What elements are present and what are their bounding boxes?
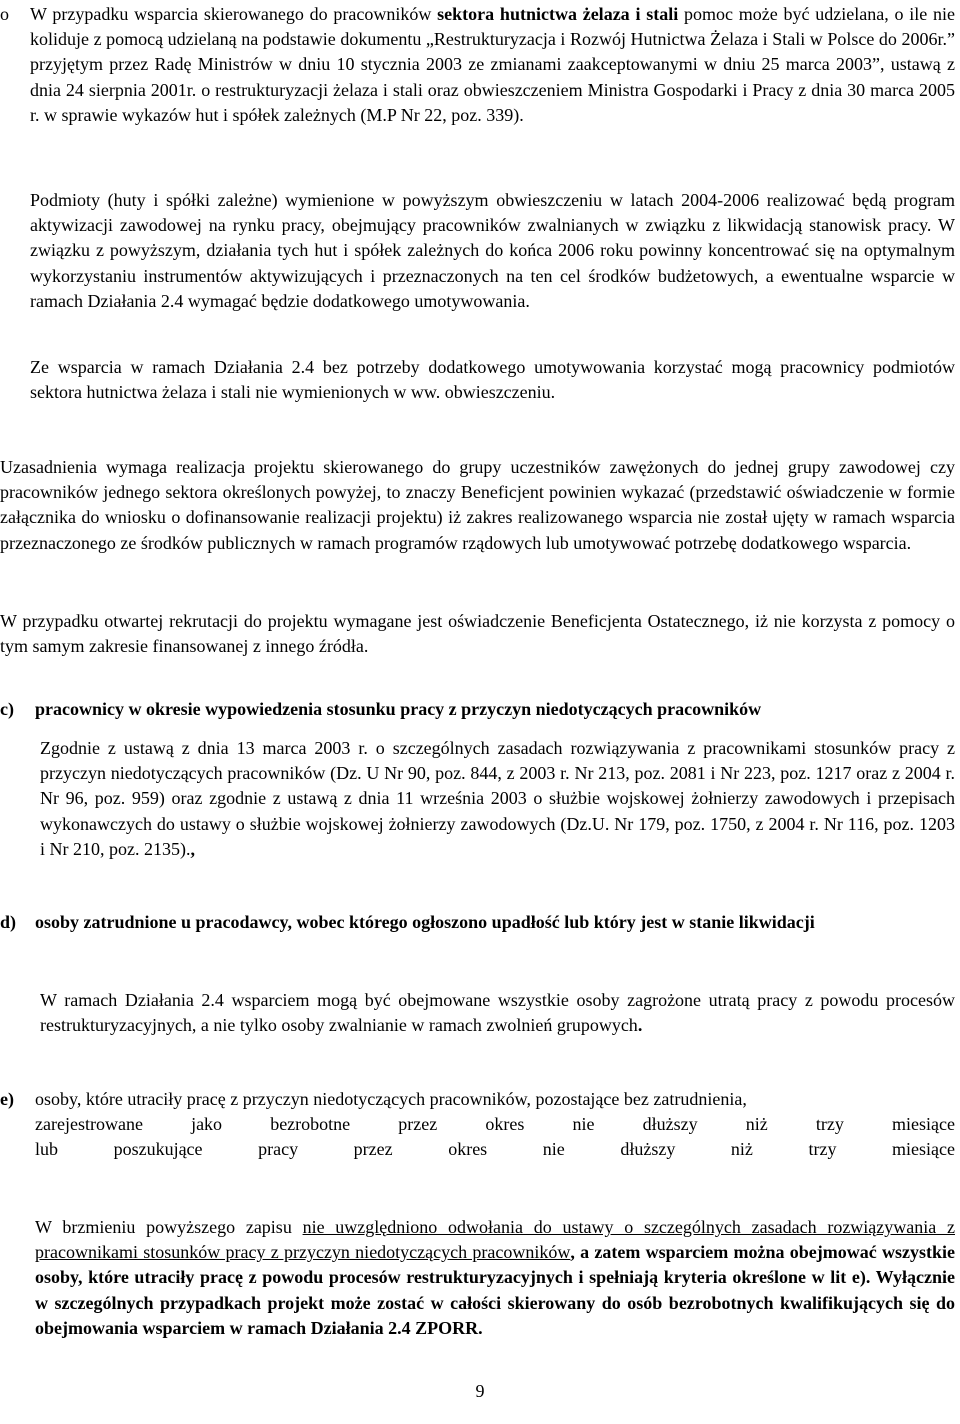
intro-paragraph-2: Podmioty (huty i spółki zależne) wymienione w powyższym obwieszczeniu w latach 2004-2006 realizować będą program aktywizacji zawodowej na rynku pracy, obejmujący pracowników zwalnianych w związku z likwidacją stanowisk pracy. W związku z powyższym, działania tych hut i spółek zależnych do końca 2006 roku powinny koncentrować się na optymalnym wykorzystaniu instrumentów aktywizujących i przeznaczonych na ten cel środków budżetowych, a ewentualne wsparcie w ramach Działania 2.4 wymagać będzie dodatkowego umotywowania. [30,190,955,311]
page-number: 9 [475,1381,485,1401]
justification-paragraph: Uzasadnienia wymaga realizacja projektu skierowanego do grupy uczestników zawężonych do jednej grupy zawodowej czy pracowników jednego sektora określonych powyżej, to znaczy Beneficjent powinien wykazać (przedstawić oświadczenie w formie załącznika do wniosku o dofinansowanie realizacji projektu) iż zakres realizowanego wsparcia nie został ujęty w ramach wsparcia przeznaczonego ze środków publicznych w ramach programów rządowych lub umotywować potrzebę dodatkowego wsparcia. [0,457,955,553]
intro-paragraph-3: Ze wsparcia w ramach Działania 2.4 bez potrzeby dodatkowego umotywowania korzystać mogą pracownicy podmiotów sektora hutnictwa żelaza i stali nie wymienionych w ww. obwieszczeniu. [30,357,955,403]
note-text-a: W brzmieniu powyższego zapisu [35,1217,303,1237]
note-paragraph [35,1215,955,1341]
intro-text-bold: sektora hutnictwa żelaza i stali [437,4,679,24]
item-c-body-tail: , [190,838,195,859]
justification-paragraph-2: W przypadku otwartej rekrutacji do projektu wymagane jest oświadczenie Beneficjenta Ostatecznego, iż nie korzysta z pomocy o tym samym zakresie finansowanej z innego źródła. [0,611,955,657]
note-text-bold: , a zatem wsparciem można obejmować wszystkie osoby, które utraciły pracę z powodu procesów restrukturyzacyjnych i spełniają kryteria określone w lit e). Wyłącznie w szczególnych przypadkach projekt może zostać w całości skierowany do osób bezrobotnych kwalifikujących się do obejmowania wsparciem w ramach Działania 2.4 ZPORR. [35,1242,955,1338]
item-c-heading: pracownicy w okresie wypowiedzenia stosunku pracy z przyczyn niedotyczących pracowników [35,699,762,719]
item-d-body-text: W ramach Działania 2.4 wsparciem mogą być obejmowane wszystkie osoby zagrożone utratą pracy z powodu procesów restrukturyzacyjnych, a nie tylko osoby zwalnianie w ramach zwolnień grupowych [40,990,955,1036]
item-d-body [40,988,955,1038]
item-d-heading: osoby zatrudnione u pracodawcy, wobec którego ogłoszono upadłość lub który jest w stanie likwidacji [35,912,815,932]
intro-paragraph-1 [30,2,955,128]
intro-text-b: pomoc może być udzielana, o ile nie koliduje z pomocą udzielaną na podstawie dokumentu „Restrukturyzacja i Rozwój Hutnictwa Żelaza i Stali w Polsce do 2006r.” przyjętym przez Radę Ministrów w dniu 10 stycznia 2003 ze zmianami zaakceptowanymi w dniu 25 marca 2003”, ustawą z dnia 24 sierpnia 2001r. o restrukturyzacji żelaza i stali oraz obwieszczeniem Ministra Gospodarki i Pracy z dnia 30 marca 2005 r. w sprawie wykazów hut i spółek zależnych (M.P Nr 22, poz. 339). [30,4,956,125]
intro-text-a: W przypadku wsparcia skierowanego do pracowników [30,4,438,24]
bullet-marker: o [0,4,9,24]
item-e-line-2: zarejestrowane jako bezrobotne przez okres nie dłuższy niż trzy miesiące [35,1114,955,1134]
item-d-body-tail: . [637,1015,643,1036]
item-d-marker: d) [0,912,17,932]
item-e-line-1: osoby, które utraciły pracę z przyczyn niedotyczących pracowników, pozostające bez zatrudnienia, [35,1089,747,1109]
item-c-marker: c) [0,699,14,719]
item-e-line-3: lub poszukujące pracy przez okres nie dłuższy niż trzy miesiące [35,1139,955,1159]
note-text-underlined: nie uwzględniono odwołania do ustawy o szczególnych zasadach rozwiązywania z pracownikami stosunków pracy z przyczyn niedotyczących pracowników [35,1217,955,1263]
item-e-marker: e) [0,1089,14,1109]
item-c-body [40,736,955,862]
item-c-body-text: Zgodnie z ustawą z dnia 13 marca 2003 r. o szczególnych zasadach rozwiązywania z pracownikami stosunków pracy z przyczyn niedotyczących pracowników (Dz. U Nr 90, poz. 844, z 2003 r. Nr 213, poz. 2081 i Nr 223, poz. 1217 oraz z 2004 r. Nr 96, poz. 959) oraz zgodnie z ustawą z dnia 11 września 2003 o służbie wojskowej żołnierzy zawodowych i przepisach wykonawczych do ustawy o służbie wojskowej żołnierzy zawodowych (Dz.U. Nr 179, poz. 1750, z 2004 r. Nr 116, poz. 1203 i Nr 210, poz. 2135). [40,738,955,859]
